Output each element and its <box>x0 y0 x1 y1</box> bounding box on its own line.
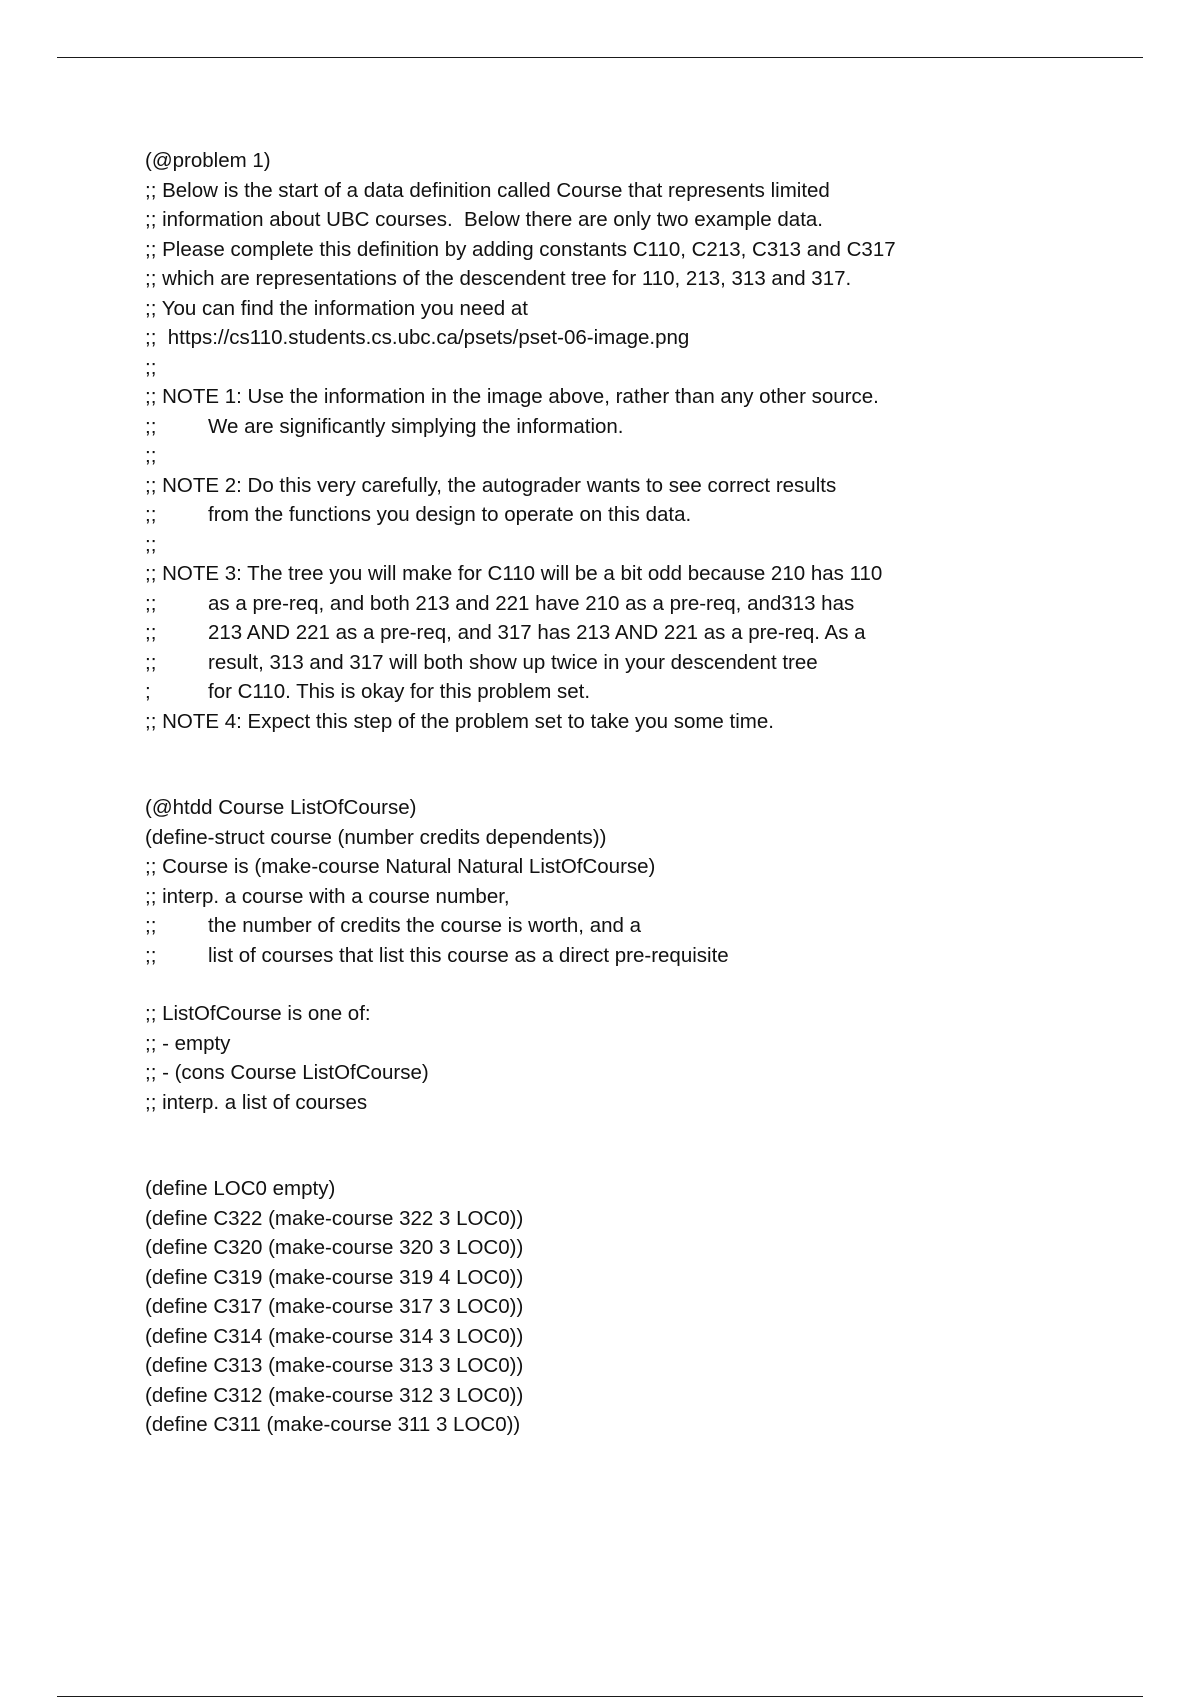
line-indented-text: result, 313 and 317 will both show up twice in your descendent tree <box>208 650 818 674</box>
doc-line <box>145 353 1145 383</box>
line-prefix: ;; <box>145 414 157 438</box>
section-spacer <box>145 736 1145 793</box>
doc-line <box>145 618 1145 648</box>
doc-line <box>145 235 1145 265</box>
image-url-text: ;; https://cs110.students.cs.ubc.ca/psets/pset-06-image.png <box>145 326 690 349</box>
doc-line <box>145 264 1145 294</box>
doc-line <box>145 823 1145 853</box>
line-prefix: ;; information about UBC courses. Below there are only two example data. <box>145 208 823 231</box>
line-indented-text: from the functions you design to operate on this data. <box>208 503 692 526</box>
line-prefix: ;; <box>145 943 157 967</box>
doc-line <box>145 648 1145 678</box>
line-prefix: (define C317 (make-course 317 3 LOC0)) <box>145 1295 524 1318</box>
line-prefix: ;; <box>145 591 157 615</box>
doc-line <box>145 1233 1145 1263</box>
doc-line <box>145 530 1145 560</box>
line-indented-text: 213 AND 221 as a pre-req, and 317 has 213 AND 221 as a pre-req. As a <box>208 621 866 644</box>
line-prefix: (define C322 (make-course 322 3 LOC0)) <box>145 1206 524 1230</box>
doc-line <box>145 1322 1145 1352</box>
line-prefix: ;; interp. a list of courses <box>145 1090 368 1114</box>
line-prefix: ;; - empty <box>145 1031 231 1055</box>
line-prefix: (define C313 (make-course 313 3 LOC0)) <box>145 1354 524 1377</box>
doc-line <box>145 589 1145 619</box>
line-prefix: ;; <box>145 355 157 379</box>
doc-line <box>145 1381 1145 1411</box>
doc-line <box>145 1029 1145 1059</box>
doc-line <box>145 793 1145 823</box>
line-prefix: ;; <box>145 650 157 674</box>
doc-line <box>145 1292 1145 1322</box>
doc-line <box>145 911 1145 941</box>
line-prefix: ;; Please complete this definition by adding constants C110, C213, C313 and C317 <box>145 237 896 261</box>
doc-line <box>145 323 1145 353</box>
doc-line <box>145 1263 1145 1293</box>
note-2-heading: ;; NOTE 2: Do this very carefully, the autograder wants to see correct results <box>145 473 837 497</box>
line-prefix: (define C311 (make-course 311 3 LOC0)) <box>145 1413 521 1436</box>
doc-line <box>145 176 1145 206</box>
line-prefix: (define C314 (make-course 314 3 LOC0)) <box>145 1324 524 1348</box>
doc-line <box>145 559 1145 589</box>
data-definition-section <box>145 793 1145 970</box>
line-prefix: (define C319 (make-course 319 4 LOC0)) <box>145 1265 524 1289</box>
doc-line <box>145 1204 1145 1234</box>
line-prefix: ;; which are representations of the descendent tree for 110, 213, 313 and 317. <box>145 267 852 290</box>
doc-line <box>145 471 1145 501</box>
doc-line <box>145 500 1145 530</box>
line-prefix: (define C320 (make-course 320 3 LOC0)) <box>145 1236 524 1259</box>
list-of-course-section <box>145 999 1145 1117</box>
problem-description-section <box>145 146 1145 736</box>
line-prefix: (define LOC0 empty) <box>145 1177 336 1200</box>
doc-line <box>145 205 1145 235</box>
doc-line <box>145 852 1145 882</box>
line-prefix: ; <box>145 680 151 703</box>
line-prefix: ;; You can find the information you need at <box>145 296 528 320</box>
doc-line <box>145 1058 1145 1088</box>
line-prefix: ;; Below is the start of a data definition called Course that represents limited <box>145 178 830 202</box>
note-4-heading: ;; NOTE 4: Expect this step of the problem set to take you some time. <box>145 709 774 733</box>
line-indented-text: list of courses that list this course as a direct pre-requisite <box>208 943 729 967</box>
bottom-rule <box>57 1696 1143 1697</box>
note-1-heading: ;; NOTE 1: Use the information in the image above, rather than any other source. <box>145 385 879 408</box>
course-constants-section <box>145 1174 1145 1440</box>
doc-line <box>145 677 1145 707</box>
line-prefix: (@htdd Course ListOfCourse) <box>145 796 417 819</box>
doc-line <box>145 941 1145 971</box>
line-prefix: ;; ListOfCourse is one of: <box>145 1002 371 1025</box>
top-rule <box>57 57 1143 58</box>
doc-line <box>145 1351 1145 1381</box>
doc-line <box>145 382 1145 412</box>
line-prefix: (@problem 1) <box>145 149 271 172</box>
line-prefix: (define C312 (make-course 312 3 LOC0)) <box>145 1383 524 1407</box>
doc-line <box>145 999 1145 1029</box>
doc-line <box>145 707 1145 737</box>
line-prefix: ;; - (cons Course ListOfCourse) <box>145 1061 429 1084</box>
line-prefix: ;; <box>145 503 157 526</box>
note-3-heading: ;; NOTE 3: The tree you will make for C110 will be a bit odd because 210 has 110 <box>145 562 883 585</box>
line-prefix: ;; Course is (make-course Natural Natural ListOfCourse) <box>145 855 656 878</box>
section-spacer <box>145 970 1145 999</box>
line-indented-text: We are significantly simplying the information. <box>208 414 624 438</box>
line-prefix: ;; <box>145 914 157 937</box>
line-prefix: ;; <box>145 444 157 467</box>
doc-line <box>145 882 1145 912</box>
doc-line <box>145 441 1145 471</box>
line-indented-text: for C110. This is okay for this problem set. <box>208 680 591 703</box>
doc-line <box>145 412 1145 442</box>
section-spacer <box>145 1117 1145 1174</box>
doc-line <box>145 146 1145 176</box>
line-indented-text: the number of credits the course is worth, and a <box>208 914 642 937</box>
doc-line <box>145 1410 1145 1440</box>
doc-line <box>145 1088 1145 1118</box>
document-body <box>145 146 1145 1440</box>
line-prefix: ;; <box>145 621 157 644</box>
line-prefix: (define-struct course (number credits dependents)) <box>145 825 607 849</box>
doc-line <box>145 294 1145 324</box>
line-prefix: ;; <box>145 532 157 556</box>
line-prefix: ;; interp. a course with a course number, <box>145 884 510 908</box>
line-indented-text: as a pre-req, and both 213 and 221 have 210 as a pre-req, and313 has <box>208 591 855 615</box>
doc-line <box>145 1174 1145 1204</box>
